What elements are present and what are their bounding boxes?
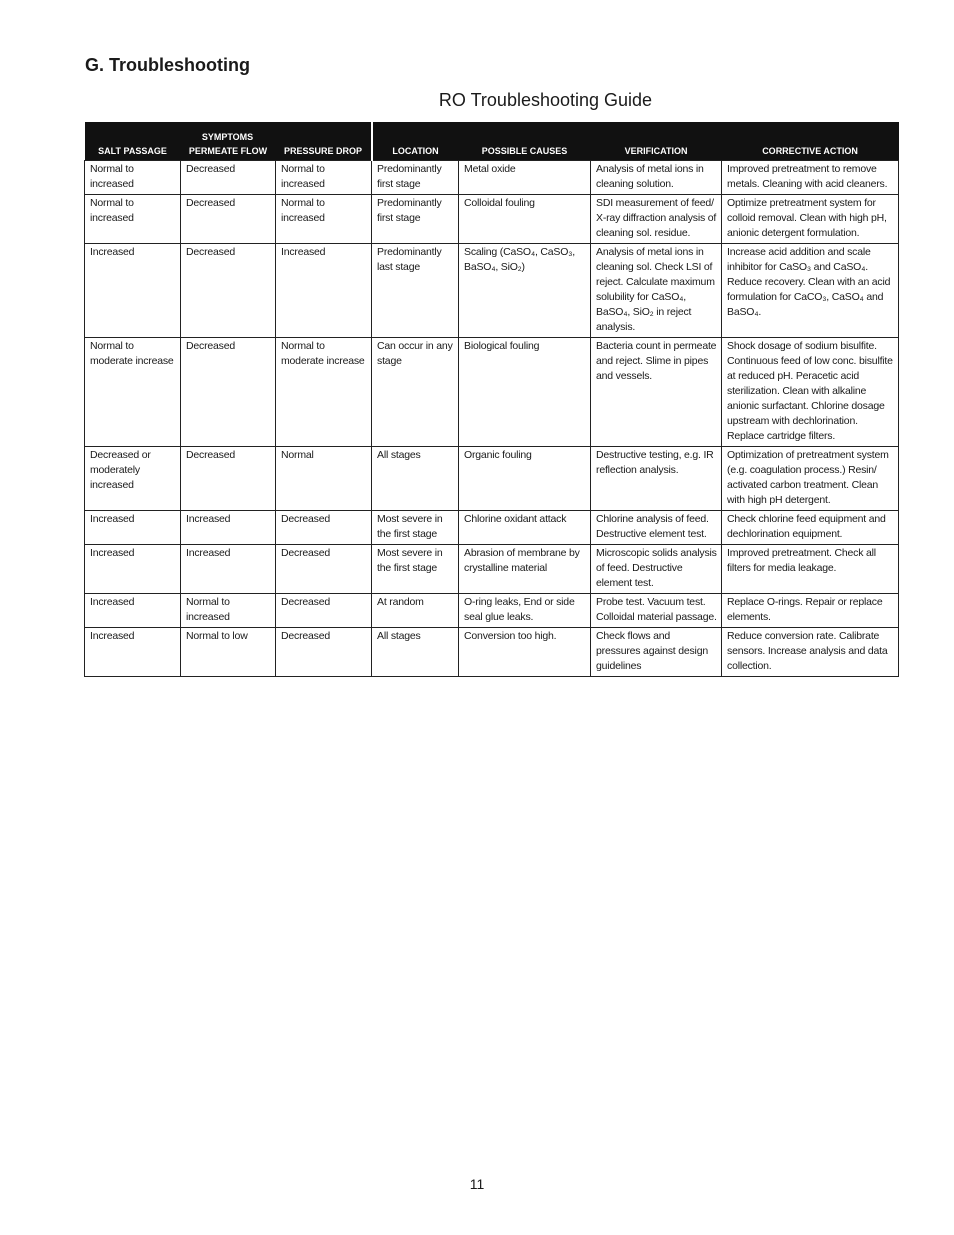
pressure-drop-cell: Normal to increased bbox=[276, 161, 372, 195]
verification-cell: Analysis of metal ions in cleaning solution. bbox=[591, 161, 722, 195]
permeate-flow-cell: Decreased bbox=[181, 161, 276, 195]
salt-passage-cell: Decreased or moderately increased bbox=[85, 447, 181, 511]
permeate-flow-cell: Increased bbox=[181, 545, 276, 594]
table-row bbox=[85, 195, 899, 244]
corrective-action-cell: Reduce conversion rate. Calibrate sensors. Increase analysis and data collection. bbox=[722, 628, 899, 677]
col-header-permeate-flow: PERMEATE FLOW bbox=[181, 142, 276, 161]
location-cell: Predominantly first stage bbox=[372, 161, 459, 195]
table-row bbox=[85, 161, 899, 195]
permeate-flow-cell: Decreased bbox=[181, 447, 276, 511]
permeate-flow-cell: Decreased bbox=[181, 338, 276, 447]
corrective-action-cell: Replace O-rings. Repair or replace elements. bbox=[722, 594, 899, 628]
possible-causes-cell: O-ring leaks, End or side seal glue leaks. bbox=[459, 594, 591, 628]
salt-passage-cell: Normal to moderate increase bbox=[85, 338, 181, 447]
location-cell: Predominantly last stage bbox=[372, 244, 459, 338]
troubleshooting-table bbox=[84, 122, 899, 677]
table-row bbox=[85, 594, 899, 628]
symptoms-group-header: SYMPTOMS bbox=[85, 122, 372, 142]
table-row bbox=[85, 447, 899, 511]
page-number: 11 bbox=[469, 1176, 485, 1192]
table-row bbox=[85, 545, 899, 594]
corrective-action-cell: Check chlorine feed equipment and dechlorination equipment. bbox=[722, 511, 899, 545]
salt-passage-cell: Normal to increased bbox=[85, 195, 181, 244]
pressure-drop-cell: Decreased bbox=[276, 511, 372, 545]
location-cell: Most severe in the first stage bbox=[372, 511, 459, 545]
salt-passage-cell: Increased bbox=[85, 244, 181, 338]
permeate-flow-cell: Increased bbox=[181, 511, 276, 545]
corrective-action-cell: Improved pretreatment to remove metals. Cleaning with acid cleaners. bbox=[722, 161, 899, 195]
verification-cell: Chlorine analysis of feed. Destructive element test. bbox=[591, 511, 722, 545]
pressure-drop-cell: Normal to moderate increase bbox=[276, 338, 372, 447]
table-row bbox=[85, 244, 899, 338]
verification-cell: Check flows and pressures against design guidelines bbox=[591, 628, 722, 677]
salt-passage-cell: Increased bbox=[85, 628, 181, 677]
corrective-action-cell: Improved pretreatment. Check all filters for media leakage. bbox=[722, 545, 899, 594]
verification-cell: Destructive testing, e.g. IR reflection analysis. bbox=[591, 447, 722, 511]
location-cell: Most severe in the first stage bbox=[372, 545, 459, 594]
salt-passage-cell: Increased bbox=[85, 545, 181, 594]
verification-cell: Bacteria count in permeate and reject. Slime in pipes and vessels. bbox=[591, 338, 722, 447]
location-cell: All stages bbox=[372, 628, 459, 677]
salt-passage-cell: Increased bbox=[85, 594, 181, 628]
col-header-location: LOCATION bbox=[372, 142, 459, 161]
verification-cell: SDI measurement of feed/ X-ray diffraction analysis of cleaning sol. residue. bbox=[591, 195, 722, 244]
col-header-verification: VERIFICATION bbox=[591, 142, 722, 161]
col-header-pressure-drop: PRESSURE DROP bbox=[276, 142, 372, 161]
location-cell: At random bbox=[372, 594, 459, 628]
col-header-corrective-action: CORRECTIVE ACTION bbox=[722, 142, 899, 161]
header-spacer bbox=[372, 122, 899, 142]
possible-causes-cell: Colloidal fouling bbox=[459, 195, 591, 244]
corrective-action-cell: Optimize pretreatment system for colloid removal. Clean with high pH, anionic detergent formulation. bbox=[722, 195, 899, 244]
permeate-flow-cell: Decreased bbox=[181, 195, 276, 244]
pressure-drop-cell: Increased bbox=[276, 244, 372, 338]
salt-passage-cell: Increased bbox=[85, 511, 181, 545]
pressure-drop-cell: Normal to increased bbox=[276, 195, 372, 244]
verification-cell: Probe test. Vacuum test. Colloidal material passage. bbox=[591, 594, 722, 628]
table-row bbox=[85, 511, 899, 545]
table-title: RO Troubleshooting Guide bbox=[438, 90, 653, 110]
verification-cell: Analysis of metal ions in cleaning sol. Check LSI of reject. Calculate maximum solubility for CaSO₄, BaSO₄, SiO₂ in reject analysis. bbox=[591, 244, 722, 338]
possible-causes-cell: Chlorine oxidant attack bbox=[459, 511, 591, 545]
pressure-drop-cell: Normal bbox=[276, 447, 372, 511]
possible-causes-cell: Biological fouling bbox=[459, 338, 591, 447]
possible-causes-cell: Metal oxide bbox=[459, 161, 591, 195]
section-title: G. Troubleshooting bbox=[85, 55, 250, 75]
permeate-flow-cell: Decreased bbox=[181, 244, 276, 338]
permeate-flow-cell: Normal to low bbox=[181, 628, 276, 677]
table-row bbox=[85, 628, 899, 677]
corrective-action-cell: Optimization of pretreatment system (e.g. coagulation process.) Resin/ activated carbon treatment. Clean with high pH detergent. bbox=[722, 447, 899, 511]
corrective-action-cell: Increase acid addition and scale inhibitor for CaSO₃ and CaSO₄. Reduce recovery. Clean with an acid formulation for CaCO₃, CaSO₄ and BaSO₄. bbox=[722, 244, 899, 338]
col-header-salt-passage: SALT PASSAGE bbox=[85, 142, 181, 161]
corrective-action-cell: Shock dosage of sodium bisulfite. Continuous feed of low conc. bisulfite at reduced pH. Peracetic acid sterilization. Clean with alkaline anionic surfactant. Chlorine dosage upstream with dechlorination. Replace cartridge filters. bbox=[722, 338, 899, 447]
pressure-drop-cell: Decreased bbox=[276, 628, 372, 677]
table-body bbox=[85, 161, 899, 677]
location-cell: Predominantly first stage bbox=[372, 195, 459, 244]
table-row bbox=[85, 338, 899, 447]
pressure-drop-cell: Decreased bbox=[276, 594, 372, 628]
possible-causes-cell: Conversion too high. bbox=[459, 628, 591, 677]
location-cell: All stages bbox=[372, 447, 459, 511]
col-header-possible-causes: POSSIBLE CAUSES bbox=[459, 142, 591, 161]
possible-causes-cell: Abrasion of membrane by crystalline material bbox=[459, 545, 591, 594]
pressure-drop-cell: Decreased bbox=[276, 545, 372, 594]
salt-passage-cell: Normal to increased bbox=[85, 161, 181, 195]
location-cell: Can occur in any stage bbox=[372, 338, 459, 447]
possible-causes-cell: Scaling (CaSO₄, CaSO₃, BaSO₄, SiO₂) bbox=[459, 244, 591, 338]
possible-causes-cell: Organic fouling bbox=[459, 447, 591, 511]
verification-cell: Microscopic solids analysis of feed. Destructive element test. bbox=[591, 545, 722, 594]
permeate-flow-cell: Normal to increased bbox=[181, 594, 276, 628]
